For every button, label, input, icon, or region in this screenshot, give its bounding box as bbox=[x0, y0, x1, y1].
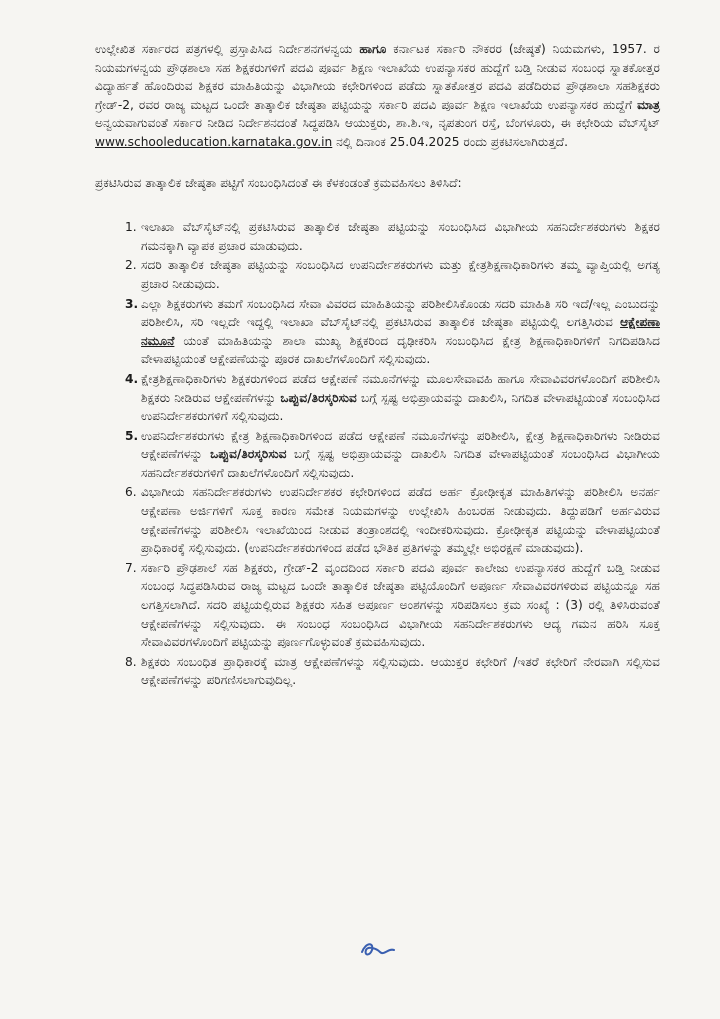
item-text: ಇಲಾಖಾ ವೆಬ್‌ಸೈಟ್‌ನಲ್ಲಿ ಪ್ರಕಟಿಸಿರುವ ತಾತ್ಕಾಲಿಕ ಜೇಷ್ಠತಾ ಪಟ್ಟಿಯನ್ನು ಸಂಬಂಧಿಸಿದ ವಿಭಾಗೀಯ ಸಹನಿರ್ದೇಶಕರುಗಳು ಶಿಕ್ಷಕರ ಗಮನಕ್ಕಾಗಿ ವ್ಯಾಪಕ ಪ್ರಚಾರ ಮಾಡುವುದು. bbox=[141, 220, 660, 253]
item-number: 1. bbox=[125, 220, 137, 235]
list-item bbox=[95, 427, 660, 483]
item-text: ಬಗ್ಗೆ ಸ್ಪಷ್ಟ ಅಭಿಪ್ರಾಯವನ್ನು ದಾಖಲಿಸಿ ನಿಗದಿತ ವೇಳಾಪಟ್ಟಿಯಂತೆ ಸಂಬಂಧಿಸಿದ ವಿಭಾಗೀಯ ಸಹನಿರ್ದೇಶಕರುಗಳಿಗೆ ದಾಖಲೆಗಳೊಂದಿಗೆ ಸಲ್ಲಿಸುವುದು. bbox=[141, 447, 660, 480]
item-number: 6. bbox=[125, 485, 137, 500]
item-bold-text: ಆಕ್ಷೇಪಣಾ ನಮೂನೆ bbox=[141, 315, 660, 348]
intro-paragraph bbox=[95, 40, 660, 152]
list-item bbox=[95, 218, 660, 255]
item-number: 8. bbox=[125, 654, 137, 669]
item-text: ಬಗ್ಗೆ ಸ್ಪಷ್ಟ ಅಭಿಪ್ರಾಯವನ್ನು ದಾಖಲಿಸಿ, ನಿಗದಿತ ವೇಳಾಪಟ್ಟಿಯಂತೆ ಸಂಬಂಧಿಸಿದ ಉಪನಿರ್ದೇಶಕರುಗಳಿಗೆ ಸಲ್ಲಿಸುವುದು. bbox=[141, 390, 661, 424]
list-item bbox=[95, 559, 660, 652]
item-bold-text: ಒಪ್ಪುವ/ತಿರಸ್ಕರಿಸುವ bbox=[210, 447, 287, 462]
item-text: ಯಂತೆ ಮಾಹಿತಿಯನ್ನು ಶಾಲಾ ಮುಖ್ಯ ಶಿಕ್ಷಕರಿಂದ ದೃಢೀಕರಿಸಿ ಸಂಬಂಧಿಸಿದ ಕ್ಷೇತ್ರ ಶಿಕ್ಷಣಾಧಿಕಾರಿಗಳಿಗೆ ನಿಗದಿಪಡಿಸಿದ ವೇಳಾಪಟ್ಟಿಯಂತೆ ಆಕ್ಷೇಪಣೆಯನ್ನು ಪೂರಕ ದಾಖಲೆಗಳೊಂದಿಗೆ ಸಲ್ಲಿಸುವುದು. bbox=[141, 333, 660, 367]
item-text: ಸದರಿ ತಾತ್ಕಾಲಿಕ ಜೇಷ್ಠತಾ ಪಟ್ಟಿಯನ್ನು ಸಂಬಂಧಿಸಿದ ಉಪನಿರ್ದೇಶಕರುಗಳು ಮತ್ತು ಕ್ಷೇತ್ರಶಿಕ್ಷಣಾಧಿಕಾರಿಗಳು ತಮ್ಮ ವ್ಯಾಪ್ತಿಯಲ್ಲಿ ಅಗತ್ಯ ಪ್ರಚಾರ ನೀಡುವುದು. bbox=[141, 258, 660, 291]
item-text: ವಿಭಾಗೀಯ ಸಹನಿರ್ದೇಶಕರುಗಳು ಉಪನಿರ್ದೇಶಕರ ಕಛೇರಿಗಳಿಂದ ಪಡೆದ ಅರ್ಹ ಕ್ರೋಢೀಕೃತ ಮಾಹಿತಿಗಳನ್ನು ಪರಿಶೀಲಿಸಿ ಅನರ್ಹ ಆಕ್ಷೇಪಣಾ ಅರ್ಜಿಗಳಿಗೆ ಸೂಕ್ತ ಕಾರಣ ಸಮೇತ ನಿಯಮಗಳನ್ನು ಉಲ್ಲೇಖಿಸಿ ಹಿಂಬರಹ ನೀಡುವುದು. ತಿದ್ದುಪಡಿಗೆ ಅರ್ಹವಿರುವ ಆಕ್ಷೇಪಣೆಗಳನ್ನು ಪರಿಶೀಲಿಸಿ ಇಲಾಖೆಯಿಂದ ನೀಡುವ ತಂತ್ರಾಂಶದಲ್ಲಿ ಇಂದೀಕರಿಸುವುದು. ಕ್ರೋಢೀಕೃತ ಪಟ್ಟಿಯನ್ನು ವೇಳಾಪಟ್ಟಿಯಂತೆ ಪ್ರಾಧಿಕಾರಕ್ಕೆ ಸಲ್ಲಿಸುವುದು. (ಉಪನಿರ್ದೇಶಕರುಗಳಿಂದ ಪಡೆದ ಭೌತಿಕ ಪ್ರತಿಗಳನ್ನು ತಮ್ಮಲ್ಲೇ ಅಭಿರಕ್ಷಣೆ ಮಾಡುವುದು). bbox=[141, 485, 660, 556]
website-link[interactable]: www.schooleducation.karnataka.gov.in bbox=[95, 134, 333, 149]
list-item bbox=[95, 483, 660, 557]
signature-mark bbox=[358, 938, 398, 960]
item-number: 7. bbox=[125, 560, 137, 575]
instructions-intro: ಪ್ರಕಟಿಸಿರುವ ತಾತ್ಕಾಲಿಕ ಜೇಷ್ಠತಾ ಪಟ್ಟಿಗೆ ಸಂಬಂಧಿಸಿದಂತೆ ಈ ಕೆಳಕಂಡಂತೆ ಕ್ರಮವಹಿಸಲು ತಿಳಿಸಿದೆ: bbox=[95, 175, 462, 190]
item-bold-text: ಒಪ್ಪುವ/ತಿರಸ್ಕರಿಸುವ bbox=[280, 390, 357, 405]
instruction-list bbox=[95, 218, 660, 690]
item-text: ಶಿಕ್ಷಕರು ಸಂಬಂಧಿತ ಪ್ರಾಧಿಕಾರಕ್ಕೆ ಮಾತ್ರ ಆಕ್ಷೇಪಣೆಗಳನ್ನು ಸಲ್ಲಿಸುವುದು. ಆಯುಕ್ತರ ಕಛೇರಿಗೆ /ಇತರೆ ಕಛೇರಿಗೆ ನೇರವಾಗಿ ಸಲ್ಲಿಸುವ ಆಕ್ಷೇಪಣೆಗಳನ್ನು ಪರಿಗಣಿಸಲಾಗುವುದಿಲ್ಲ. bbox=[141, 654, 660, 688]
item-number: 4. bbox=[125, 371, 139, 386]
item-text: ಉಪನಿರ್ದೇಶಕರುಗಳು ಕ್ಷೇತ್ರ ಶಿಕ್ಷಣಾಧಿಕಾರಿಗಳಿಂದ ಪಡೆದ ಆಕ್ಷೇಪಣೆ ನಮೂನೆಗಳನ್ನು ಪರಿಶೀಲಿಸಿ, ಕ್ಷೇತ್ರ ಶಿಕ್ಷಣಾಧಿಕಾರಿಗಳು ನೀಡಿರುವ ಆಕ್ಷೇಪಣೆಗಳನ್ನು bbox=[141, 428, 660, 462]
list-item bbox=[95, 370, 660, 426]
list-item bbox=[95, 653, 660, 690]
item-text: ಎಲ್ಲಾ ಶಿಕ್ಷಕರುಗಳು ತಮಗೆ ಸಂಬಂಧಿಸಿದ ಸೇವಾ ವಿವರದ ಮಾಹಿತಿಯನ್ನು ಪರಿಶೀಲಿಸಿಕೊಂಡು ಸದರಿ ಮಾಹಿತಿ ಸರಿ ಇದೆ/ಇಲ್ಲ ಎಂಬುದನ್ನು ಪರಿಶೀಲಿಸಿ, ಸರಿ ಇಲ್ಲದೇ ಇದ್ದಲ್ಲಿ ಇಲಾಖಾ ವೆಬ್‌ಸೈಟ್‌ನಲ್ಲಿ ಪ್ರಕಟಿಸಿರುವ ತಾತ್ಕಾಲಿಕ ಜೇಷ್ಠತಾ ಪಟ್ಟಿಯಲ್ಲಿ ಲಗತ್ತಿಸಿರುವ bbox=[141, 296, 660, 330]
intro-bold-only: ಮಾತ್ರ bbox=[637, 97, 660, 112]
intro-text-4: ನಲ್ಲಿ ದಿನಾಂಕ 25.04.2025 ರಂದು ಪ್ರಕಟಿಸಲಾಗಿರುತ್ತದೆ. bbox=[332, 134, 569, 149]
item-number: 3. bbox=[125, 296, 139, 311]
intro-text-3: ಅನ್ವಯವಾಗುವಂತೆ ಸರ್ಕಾರ ನೀಡಿದ ನಿರ್ದೇಶನದಂತೆ ಸಿದ್ಧಪಡಿಸಿ ಆಯುಕ್ತರು, ಶಾ.ಶಿ.ಇ, ನೃಪತುಂಗ ರಸ್ತೆ, ಬೆಂಗಳೂರು, ಈ ಕಛೇರಿಯ ವೆಬ್‌ಸೈಟ್ bbox=[95, 116, 660, 131]
item-number: 2. bbox=[125, 258, 137, 273]
item-number: 5. bbox=[125, 428, 139, 443]
intro-text-2: ಕರ್ನಾಟಕ ಸರ್ಕಾರಿ ನೌಕರರ (ಜೇಷ್ಠತೆ) ನಿಯಮಗಳು, 1957. ರ ನಿಯಮಗಳನ್ವಯ ಪ್ರೌಢಶಾಲಾ ಸಹ ಶಿಕ್ಷಕರುಗಳಿಗೆ ಪದವಿ ಪೂರ್ವ ಶಿಕ್ಷಣ ಇಲಾಖೆಯ ಉಪನ್ಯಾಸಕರ ಹುದ್ದೆಗೆ ಬಡ್ತಿ ನೀಡುವ ಸಂಬಂಧ ಸ್ನಾತಕೋತ್ತರ ವಿದ್ಯಾರ್ಹತೆ ಹೊಂದಿರುವ ಶಿಕ್ಷಕರ ಮಾಹಿತಿಯನ್ನು ವಿಭಾಗೀಯ ಕಛೇರಿಗಳಿಂದ ಪಡೆದು ಸ್ನಾತಕೋತ್ತರ ಪದವಿ ಪಡೆದಿರುವ ಪ್ರೌಢಶಾಲಾ ಸಹಶಿಕ್ಷಕರು ಗ್ರೇಡ್-2, ರವರ ರಾಜ್ಯ ಮಟ್ಟದ ಒಂದೇ ತಾತ್ಕಾಲಿಕ ಜೇಷ್ಠತಾ ಪಟ್ಟಿಯನ್ನು ಸರ್ಕಾರಿ ಪದವಿ ಪೂರ್ವ ಶಿಕ್ಷಣ ಇಲಾಖೆಯ ಉಪನ್ಯಾಸಕರ ಹುದ್ದೆಗೆ bbox=[95, 42, 661, 112]
list-item bbox=[95, 295, 660, 369]
item-text: ಸರ್ಕಾರಿ ಪ್ರೌಢಶಾಲೆ ಸಹ ಶಿಕ್ಷಕರು, ಗ್ರೇಡ್-2 ವೃಂದದಿಂದ ಸರ್ಕಾರಿ ಪದವಿ ಪೂರ್ವ ಕಾಲೇಜು ಉಪನ್ಯಾಸಕರ ಹುದ್ದೆಗೆ ಬಡ್ತಿ ನೀಡುವ ಸಂಬಂಧ ಸಿದ್ಧಪಡಿಸಿರುವ ರಾಜ್ಯ ಮಟ್ಟದ ಒಂದೇ ತಾತ್ಕಾಲಿಕ ಜೇಷ್ಠತಾ ಪಟ್ಟಿಯೊಂದಿಗೆ ಅಪೂರ್ಣ ಸೇವಾವಿವರಗಳಿರುವ ಪಟ್ಟಿಯನ್ನೂ ಸಹ ಲಗತ್ತಿಸಲಾಗಿದೆ. ಸದರಿ ಪಟ್ಟಿಯಲ್ಲಿರುವ ಶಿಕ್ಷಕರು ಸಹಿತ ಅಪೂರ್ಣ ಅಂಶಗಳನ್ನು ಸರಿಪಡಿಸಲು ಕ್ರಮ ಸಂಖ್ಯೆ : (3) ರಲ್ಲಿ ತಿಳಿಸಿರುವಂತೆ ಆಕ್ಷೇಪಣೆಗಳನ್ನು ಸಲ್ಲಿಸುವುದು. ಈ ಸಂಬಂಧ ಸಂಬಂಧಿಸಿದ ವಿಭಾಗೀಯ ಸಹನಿರ್ದೇಶಕರುಗಳು ಆದ್ಯ ಗಮನ ಹರಿಸಿ ಸೂಕ್ತ ಸೇವಾವಿವರಗಳೊಂದಿಗೆ ಪಟ್ಟಿಯನ್ನು ಪೂರ್ಣಗೊಳ್ಳುವಂತೆ ಕ್ರಮವಹಿಸುವುದು. bbox=[141, 560, 660, 650]
intro-text-1: ಉಲ್ಲೇಖಿತ ಸರ್ಕಾರದ ಪತ್ರಗಳಲ್ಲಿ ಪ್ರಸ್ತಾಪಿಸಿದ ನಿರ್ದೇಶನಗಳನ್ವಯ bbox=[95, 42, 360, 56]
list-item bbox=[95, 256, 660, 293]
intro-bold-and: ಹಾಗೂ bbox=[359, 42, 387, 56]
item-text: ಕ್ಷೇತ್ರಶಿಕ್ಷಣಾಧಿಕಾರಿಗಳು ಶಿಕ್ಷಕರುಗಳಿಂದ ಪಡೆದ ಆಕ್ಷೇಪಣೆ ನಮೂನೆಗಳನ್ನು ಮೂಲಸೇವಾವಹಿ ಹಾಗೂ ಸೇವಾವಿವರಗಳೊಂದಿಗೆ ಪರಿಶೀಲಿಸಿ ಶಿಕ್ಷಕರು ನೀಡಿರುವ ಆಕ್ಷೇಪಣೆಗಳನ್ನು bbox=[141, 371, 660, 405]
